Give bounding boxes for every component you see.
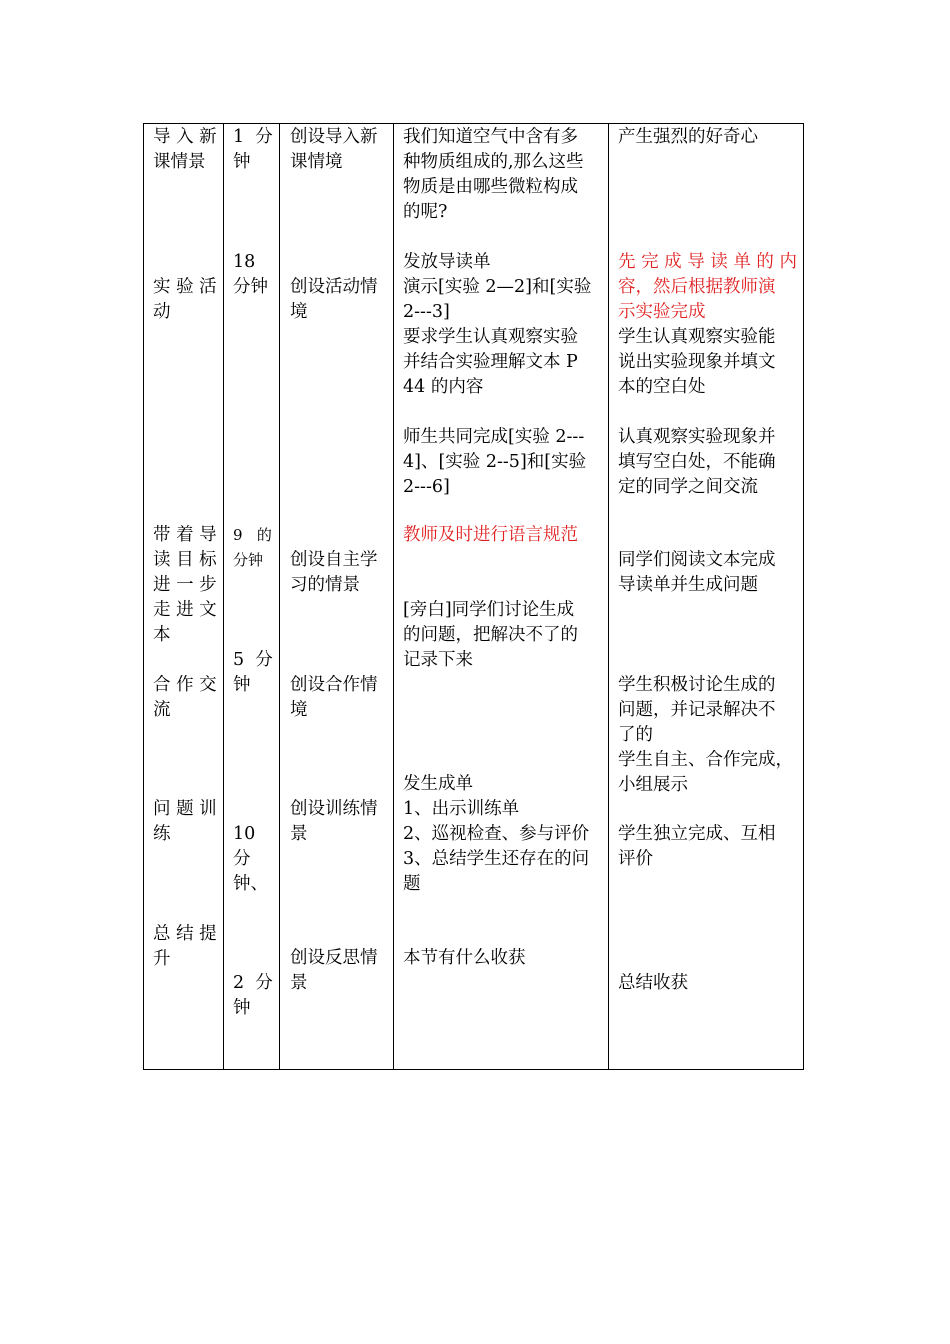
cell-line: 升 bbox=[153, 949, 171, 969]
cell-line: 钟 bbox=[233, 152, 251, 172]
cell-line: 总结收获 bbox=[618, 973, 688, 993]
cell-line: 评价 bbox=[618, 849, 653, 869]
cell-line: 1 分 bbox=[233, 127, 273, 147]
cell-line: 创设合作情 bbox=[290, 675, 378, 695]
cell-line: 合 作 交 bbox=[153, 675, 217, 695]
stage-cell bbox=[153, 673, 217, 723]
column-divider bbox=[393, 123, 394, 1070]
cell-line: 课情境 bbox=[290, 152, 343, 172]
cell-line: 说出实验现象并填文 bbox=[618, 352, 776, 372]
cell-line: 发生成单 bbox=[403, 774, 473, 794]
cell-line: 9 的 bbox=[233, 526, 272, 544]
cell-line: 产生强烈的好奇心 bbox=[618, 127, 758, 147]
cell-line: 物质是由哪些微粒构成 bbox=[403, 177, 578, 197]
cell-line: 总 结 提 bbox=[153, 924, 217, 944]
cell-line: 记录下来 bbox=[403, 650, 473, 670]
cell-line: 10 bbox=[233, 824, 256, 844]
cell-line: [旁白]同学们讨论生成 bbox=[403, 600, 575, 620]
cell-line: 要求学生认真观察实验 bbox=[403, 327, 578, 347]
cell-line: 带 着 导 bbox=[153, 525, 217, 545]
time-cell bbox=[233, 648, 273, 698]
cell-line: 实 验 活 bbox=[153, 277, 217, 297]
student-activity-cell bbox=[618, 325, 776, 400]
stage-cell bbox=[153, 275, 217, 325]
cell-line: 创设活动情 bbox=[290, 277, 378, 297]
cell-line: 师生共同完成[实验 2--- bbox=[403, 427, 585, 447]
time-cell bbox=[233, 523, 272, 573]
cell-line: 演示[实验 2—2]和[实验 bbox=[403, 277, 592, 297]
cell-line: 3、总结学生还存在的问 bbox=[403, 849, 590, 869]
method-cell bbox=[290, 797, 378, 847]
cell-line: 认真观察实验现象并 bbox=[618, 427, 776, 447]
cell-line: 问 题 训 bbox=[153, 799, 217, 819]
cell-line: 了的 bbox=[618, 725, 653, 745]
cell-line: 发放导读单 bbox=[403, 252, 491, 272]
cell-line: 流 bbox=[153, 700, 171, 720]
cell-line: 的呢? bbox=[403, 202, 448, 222]
cell-line: 创设训练情 bbox=[290, 799, 378, 819]
cell-line: 本节有什么收获 bbox=[403, 948, 526, 968]
cell-line: 定的同学之间交流 bbox=[618, 477, 758, 497]
stage-cell bbox=[153, 125, 217, 175]
method-cell bbox=[290, 275, 378, 325]
cell-line: 种物质组成的,那么这些 bbox=[403, 152, 584, 172]
student-activity-cell bbox=[618, 125, 758, 150]
cell-line: 课情景 bbox=[153, 152, 206, 172]
teacher-activity-cell bbox=[403, 598, 578, 673]
cell-line: 问题，并记录解决不 bbox=[618, 700, 776, 720]
cell-line: 本 bbox=[153, 625, 171, 645]
teacher-activity-highlight bbox=[403, 523, 578, 548]
column-divider bbox=[223, 123, 224, 1070]
column-divider bbox=[608, 123, 609, 1070]
stage-cell bbox=[153, 797, 217, 847]
cell-line: 我们知道空气中含有多 bbox=[403, 127, 578, 147]
student-activity-highlight bbox=[618, 250, 797, 325]
teacher-activity-cell bbox=[403, 946, 526, 971]
cell-line: 创设反思情 bbox=[290, 948, 378, 968]
teacher-activity-cell bbox=[403, 125, 584, 225]
cell-line: 学生独立完成、互相 bbox=[618, 824, 776, 844]
teacher-activity-cell bbox=[403, 772, 589, 897]
cell-line: 创设自主学 bbox=[290, 550, 378, 570]
cell-line: 本的空白处 bbox=[618, 377, 706, 397]
cell-line: 走 进 文 bbox=[153, 600, 217, 620]
cell-line: 2---6] bbox=[403, 477, 450, 497]
method-cell bbox=[290, 673, 378, 723]
cell-line: 导读单并生成问题 bbox=[618, 575, 758, 595]
column-divider bbox=[279, 123, 280, 1070]
cell-line: 先 完 成 导 读 单 的 内 bbox=[618, 252, 797, 272]
cell-line: 境 bbox=[290, 302, 308, 322]
cell-line: 习的情景 bbox=[290, 575, 360, 595]
time-cell bbox=[233, 971, 273, 1021]
cell-line: 分钟 bbox=[233, 277, 268, 297]
cell-line: 的问题，把解决不了的 bbox=[403, 625, 578, 645]
stage-cell bbox=[153, 523, 217, 648]
stage-cell bbox=[153, 922, 217, 972]
student-activity-cell bbox=[618, 673, 793, 798]
cell-line: 示实验完成 bbox=[618, 302, 706, 322]
cell-line: 填写空白处，不能确 bbox=[618, 452, 776, 472]
cell-line: 同学们阅读文本完成 bbox=[618, 550, 776, 570]
cell-line: 小组展示 bbox=[618, 775, 688, 795]
method-cell bbox=[290, 548, 378, 598]
student-activity-cell bbox=[618, 971, 688, 996]
time-cell bbox=[233, 125, 273, 175]
student-activity-cell bbox=[618, 548, 776, 598]
method-cell bbox=[290, 125, 378, 175]
cell-line: 进 一 步 bbox=[153, 575, 217, 595]
cell-line: 钟、 bbox=[233, 874, 268, 894]
cell-line: 2---3] bbox=[403, 302, 450, 322]
cell-line: 读 目 标 bbox=[153, 550, 217, 570]
method-cell bbox=[290, 946, 378, 996]
cell-line: 教师及时进行语言规范 bbox=[403, 525, 578, 545]
cell-line: 4]、[实验 2--5]和[实验 bbox=[403, 452, 587, 472]
student-activity-cell bbox=[618, 425, 776, 500]
cell-line: 练 bbox=[153, 824, 171, 844]
cell-line: 境 bbox=[290, 700, 308, 720]
time-cell bbox=[233, 822, 268, 897]
student-activity-cell bbox=[618, 822, 776, 872]
cell-line: 1、出示训练单 bbox=[403, 799, 520, 819]
cell-line: 钟 bbox=[233, 675, 251, 695]
cell-line: 并结合实验理解文本 P bbox=[403, 352, 578, 372]
cell-line: 2、巡视检查、参与评价 bbox=[403, 824, 590, 844]
cell-line: 导 入 新 bbox=[153, 127, 217, 147]
cell-line: 题 bbox=[403, 874, 421, 894]
cell-line: 分钟 bbox=[233, 551, 264, 569]
cell-line: 动 bbox=[153, 302, 171, 322]
cell-line: 18 bbox=[233, 252, 256, 272]
cell-line: 创设导入新 bbox=[290, 127, 378, 147]
cell-line: 2 分 bbox=[233, 973, 273, 993]
cell-line: 景 bbox=[290, 824, 308, 844]
cell-line: 景 bbox=[290, 973, 308, 993]
cell-line: 学生自主、合作完成， bbox=[618, 750, 793, 770]
cell-line: 5 分 bbox=[233, 650, 273, 670]
time-cell bbox=[233, 250, 268, 300]
cell-line: 容，然后根据教师演 bbox=[618, 277, 776, 297]
cell-line: 学生认真观察实验能 bbox=[618, 327, 776, 347]
cell-line: 钟 bbox=[233, 998, 251, 1018]
teacher-activity-cell bbox=[403, 250, 591, 400]
teacher-activity-cell bbox=[403, 425, 586, 500]
cell-line: 学生积极讨论生成的 bbox=[618, 675, 776, 695]
cell-line: 44 的内容 bbox=[403, 377, 484, 397]
cell-line: 分 bbox=[233, 849, 251, 869]
